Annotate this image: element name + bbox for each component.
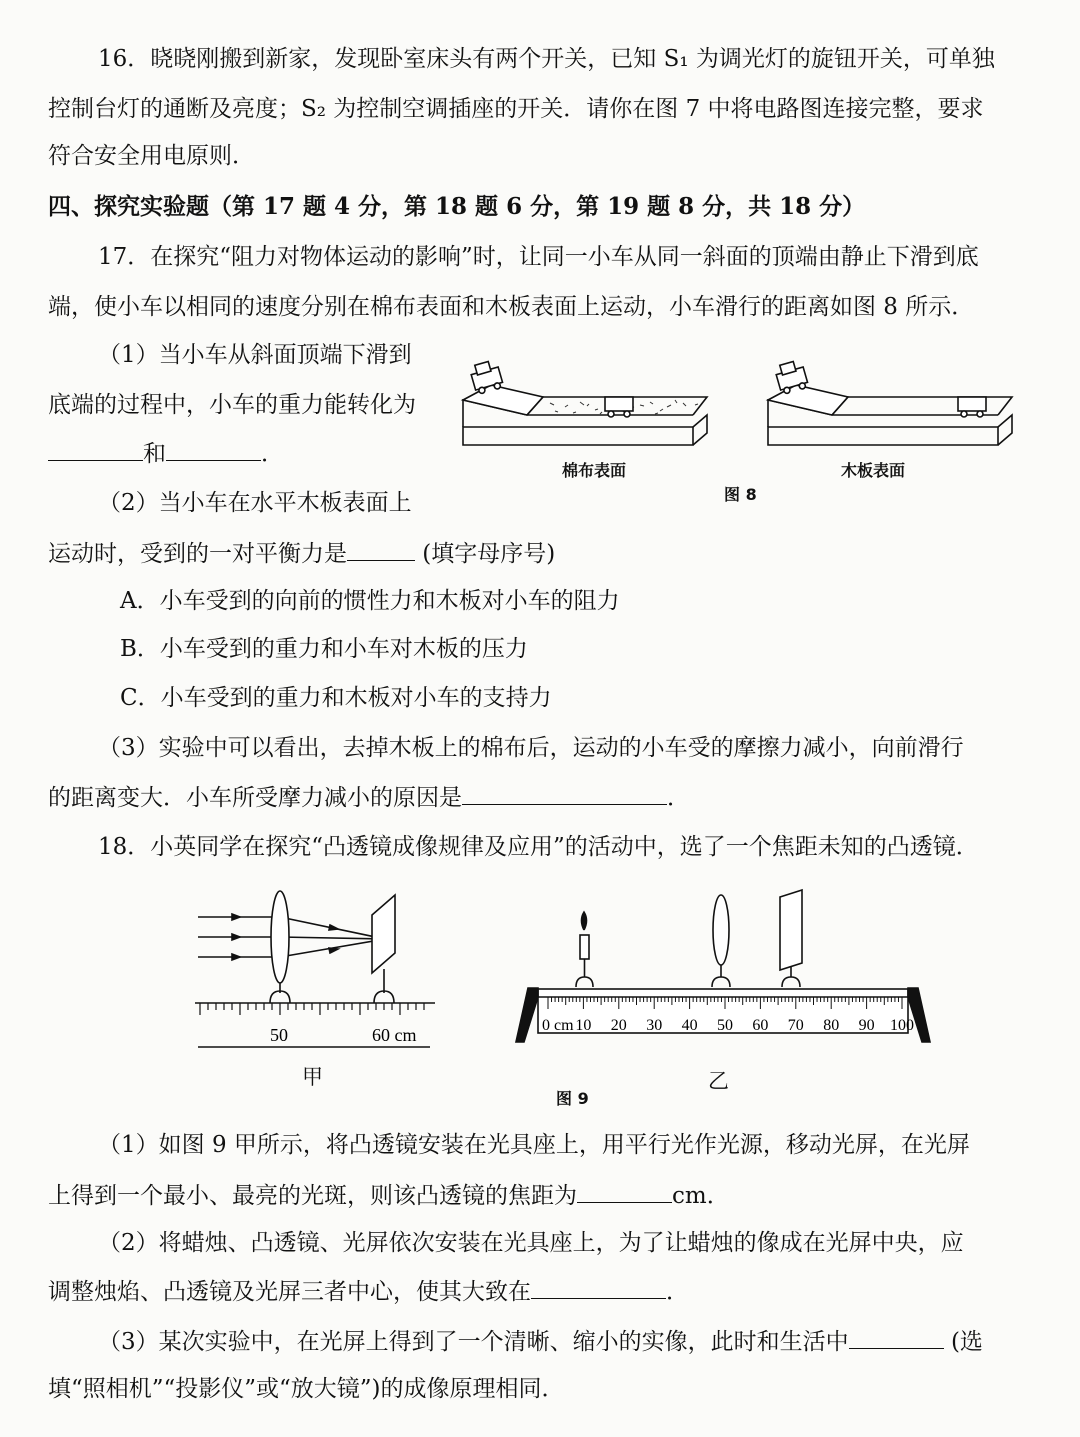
q17-p1-line2: 底端的过程中，小车的重力能转化为 — [48, 392, 416, 418]
q17-p2-line2: 运动时，受到的一对平衡力是 (填字母序号) — [48, 538, 555, 569]
q17-option-a: A．小车受到的向前的惯性力和木板对小车的阻力 — [120, 588, 620, 614]
answer-blank[interactable] — [577, 1180, 672, 1203]
q17-p3-line1: （3）实验中可以看出，去掉木板上的棉布后，运动的小车受的摩擦力减小，向前滑行 — [98, 735, 964, 761]
section-4-header: 四、探究实验题（第 17 题 4 分，第 18 题 6 分，第 19 题 8 分，共 18 分） — [48, 193, 866, 220]
ruler-label: 70 — [787, 1017, 804, 1034]
answer-blank[interactable] — [48, 438, 143, 461]
ruler-label: 40 — [681, 1017, 698, 1034]
fig8-right-label: 木板表面 — [841, 461, 906, 480]
answer-blank[interactable] — [849, 1326, 944, 1349]
fig9-yi-label: 乙 — [708, 1069, 729, 1093]
q17-p1-line3: 和 ． — [48, 438, 284, 469]
q17-p2-line1: （2）当小车在水平木板表面上 — [98, 490, 412, 516]
ruler-label: 90 — [858, 1017, 875, 1034]
figure-9-yi — [510, 885, 935, 1050]
q18-p1-line2: 上得到一个最小、最亮的光斑，则该凸透镜的焦距为 cm． — [48, 1180, 730, 1211]
figure-8 — [455, 355, 1035, 465]
jia-tick-60: 60 cm — [372, 1025, 417, 1045]
ruler-label: 100 — [890, 1017, 914, 1034]
answer-blank[interactable] — [166, 438, 261, 461]
q17-p3-line2: 的距离变大．小车所受摩力减小的原因是 ． — [48, 782, 690, 813]
q17-line1: 17．在探究“阻力对物体运动的影响”时，让同一小车从同一斜面的顶端由静止下滑到底 — [98, 244, 979, 270]
q18-p2-line1: （2）将蜡烛、凸透镜、光屏依次安装在光具座上，为了让蜡烛的像成在光屏中央，应 — [98, 1230, 964, 1256]
fig9-jia-label: 甲 — [302, 1065, 323, 1089]
q18-p1-line1: （1）如图 9 甲所示，将凸透镜安装在光具座上，用平行光作光源，移动光屏，在光屏 — [98, 1132, 970, 1158]
q17-p1-line1: （1）当小车从斜面顶端下滑到 — [98, 342, 412, 368]
ruler-label: 0 cm — [542, 1017, 574, 1034]
q18-line1: 18．小英同学在探究“凸透镜成像规律及应用”的活动中，选了一个焦距未知的凸透镜． — [98, 834, 979, 860]
ruler-label: 20 — [610, 1017, 627, 1034]
q17-option-b: B．小车受到的重力和小车对木板的压力 — [120, 636, 528, 662]
jia-tick-50: 50 — [270, 1025, 288, 1045]
q18-p2-line2: 调整烛焰、凸透镜及光屏三者中心，使其大致在 ． — [48, 1276, 689, 1307]
fig9-caption: 图 9 — [556, 1089, 589, 1108]
figure-9-jia — [190, 885, 440, 1055]
q17-option-c: C．小车受到的重力和木板对小车的支持力 — [120, 685, 552, 711]
fig8-left-label: 棉布表面 — [562, 461, 627, 480]
q17-line2: 端，使小车以相同的速度分别在棉布表面和木板表面上运动，小车滑行的距离如图 8 所示． — [48, 294, 975, 320]
ruler-label: 80 — [823, 1017, 840, 1034]
cotton-surface-diagram — [463, 359, 707, 445]
q16-line1: 16．晓晓刚搬到新家，发现卧室床头有两个开关，已知 S₁ 为调光灯的旋钮开关，可单独 — [98, 46, 995, 72]
answer-blank[interactable] — [531, 1276, 666, 1299]
q18-p3-line1: （3）某次实验中，在光屏上得到了一个清晰、缩小的实像，此时和生活中 (选 — [98, 1326, 983, 1357]
wood-surface-diagram — [768, 359, 1012, 445]
ruler-label: 30 — [646, 1017, 663, 1034]
answer-blank[interactable] — [462, 782, 667, 805]
fig8-caption: 图 8 — [724, 485, 757, 504]
ruler-label: 50 — [717, 1017, 733, 1034]
q16-line3: 符合安全用电原则． — [48, 143, 255, 169]
ruler-label: 60 — [752, 1017, 769, 1034]
answer-blank[interactable] — [347, 538, 415, 561]
ruler-label: 10 — [575, 1017, 592, 1034]
q18-p3-line2: 填“照相机”“投影仪”或“放大镜”)的成像原理相同． — [48, 1376, 565, 1402]
q16-line2: 控制台灯的通断及亮度；S₂ 为控制空调插座的开关．请你在图 7 中将电路图连接完整，要求 — [48, 96, 984, 122]
